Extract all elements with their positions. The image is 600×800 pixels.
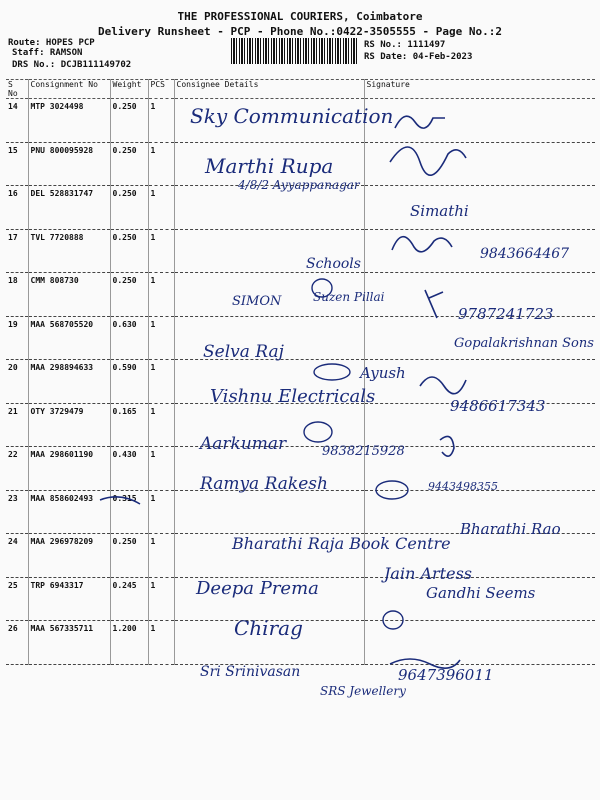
pcs-cell: 1 xyxy=(148,534,174,578)
sno-cell: 15 xyxy=(6,142,28,186)
handwritten-note: Deepa Prema xyxy=(196,578,319,599)
pcs-cell: 1 xyxy=(148,447,174,491)
handwritten-note: Marthi Rupa xyxy=(205,154,334,178)
weight-cell: 0.315 xyxy=(110,490,148,534)
handwritten-note: Sri Srinivasan xyxy=(200,664,301,680)
signature-cell xyxy=(364,99,595,143)
table-row xyxy=(6,186,595,230)
handwritten-note: Bharathi Raja Book Centre xyxy=(232,534,451,553)
col-weight: Weight xyxy=(110,80,148,99)
signature-cell xyxy=(364,142,595,186)
consignee-cell xyxy=(174,186,364,230)
drs-number: DRS No.: DCJB111149702 xyxy=(12,60,132,70)
consignment-cell: MTP 3024498 xyxy=(28,99,110,143)
weight-cell: 0.250 xyxy=(110,229,148,273)
col-signature: Signature xyxy=(364,80,595,99)
pcs-cell: 1 xyxy=(148,99,174,143)
handwritten-note: Gopalakrishnan Sons xyxy=(454,336,594,351)
rs-date: RS Date: 04-Feb-2023 xyxy=(364,52,473,62)
weight-cell: 0.250 xyxy=(110,273,148,317)
signature-cell xyxy=(364,186,595,230)
consignment-cell: DEL 528831747 xyxy=(28,186,110,230)
sno-cell: 26 xyxy=(6,621,28,665)
handwritten-note: Suzen Pillai xyxy=(313,290,385,304)
pcs-cell: 1 xyxy=(148,229,174,273)
sno-cell: 24 xyxy=(6,534,28,578)
consignment-cell: TVL 7720888 xyxy=(28,229,110,273)
consignment-cell: MAA 858602493 xyxy=(28,490,110,534)
handwritten-note: Aarkumar xyxy=(200,434,287,454)
handwritten-note: Sky Communication xyxy=(190,104,394,128)
sno-cell: 22 xyxy=(6,447,28,491)
col-consignment: Consignment No xyxy=(28,80,110,99)
weight-cell: 0.430 xyxy=(110,447,148,491)
consignment-cell: MAA 298894633 xyxy=(28,360,110,404)
handwritten-note: 9647396011 xyxy=(398,666,494,684)
weight-cell: 0.590 xyxy=(110,360,148,404)
handwritten-note: 4/8/2 Ayyappanagar xyxy=(238,178,360,192)
handwritten-note: Bharathi Rao xyxy=(460,520,561,538)
pcs-cell: 1 xyxy=(148,490,174,534)
pcs-cell: 1 xyxy=(148,403,174,447)
sno-cell: 23 xyxy=(6,490,28,534)
weight-cell: 0.245 xyxy=(110,577,148,621)
weight-cell: 0.250 xyxy=(110,534,148,578)
weight-cell: 0.630 xyxy=(110,316,148,360)
col-pcs: PCS xyxy=(148,80,174,99)
handwritten-note: Selva Raj xyxy=(203,342,284,362)
consignment-cell: OTY 3729479 xyxy=(28,403,110,447)
handwritten-note: SRS Jewellery xyxy=(320,684,406,698)
handwritten-note: Simathi xyxy=(410,202,469,220)
sno-cell: 25 xyxy=(6,577,28,621)
col-consignee: Consignee Details xyxy=(174,80,364,99)
handwritten-note: Jain Artess xyxy=(384,564,472,583)
handwritten-note: SIMON xyxy=(232,294,282,309)
col-sno: S No xyxy=(6,80,28,99)
consignment-cell: MAA 568705520 xyxy=(28,316,110,360)
runsheet-subtitle: Delivery Runsheet - PCP - Phone No.:0422-3505555 - Page No.:2 xyxy=(98,25,502,38)
staff-label: Staff: RAMSON xyxy=(12,48,83,58)
weight-cell: 0.250 xyxy=(110,142,148,186)
handwritten-note: 9838215928 xyxy=(322,444,405,459)
handwritten-note: Ramya Rakesh xyxy=(200,474,328,494)
consignment-cell: PNU 800095928 xyxy=(28,142,110,186)
sno-cell: 18 xyxy=(6,273,28,317)
table-header-row xyxy=(6,80,595,99)
consignment-cell: MAA 296978209 xyxy=(28,534,110,578)
barcode xyxy=(231,38,359,64)
handwritten-note: Ayush xyxy=(360,364,406,382)
sno-cell: 17 xyxy=(6,229,28,273)
handwritten-note: 9443498355 xyxy=(428,480,498,493)
consignment-cell: CMM 808730 xyxy=(28,273,110,317)
consignment-cell: MAA 567335711 xyxy=(28,621,110,665)
sno-cell: 20 xyxy=(6,360,28,404)
weight-cell: 1.200 xyxy=(110,621,148,665)
weight-cell: 0.250 xyxy=(110,99,148,143)
weight-cell: 0.250 xyxy=(110,186,148,230)
handwritten-note: Schools xyxy=(306,256,361,272)
signature-cell xyxy=(364,621,595,665)
weight-cell: 0.165 xyxy=(110,403,148,447)
pcs-cell: 1 xyxy=(148,577,174,621)
handwritten-note: 9843664467 xyxy=(480,246,570,262)
handwritten-note: 9486617343 xyxy=(450,397,546,415)
sno-cell: 21 xyxy=(6,403,28,447)
pcs-cell: 1 xyxy=(148,186,174,230)
sno-cell: 14 xyxy=(6,99,28,143)
handwritten-note: Gandhi Seems xyxy=(426,584,536,602)
sno-cell: 19 xyxy=(6,316,28,360)
handwritten-note: Chirag xyxy=(234,616,303,640)
pcs-cell: 1 xyxy=(148,273,174,317)
sno-cell: 16 xyxy=(6,186,28,230)
pcs-cell: 1 xyxy=(148,142,174,186)
route-label: Route: HOPES PCP xyxy=(8,38,95,48)
consignment-cell: TRP 6943317 xyxy=(28,577,110,621)
runsheet-title: THE PROFESSIONAL COURIERS, Coimbatore xyxy=(177,10,423,23)
pcs-cell: 1 xyxy=(148,360,174,404)
handwritten-note: Vishnu Electricals xyxy=(210,386,376,407)
rs-number: RS No.: 1111497 xyxy=(364,40,446,50)
consignment-cell: MAA 298601190 xyxy=(28,447,110,491)
pcs-cell: 1 xyxy=(148,621,174,665)
pcs-cell: 1 xyxy=(148,316,174,360)
consignee-cell xyxy=(174,490,364,534)
handwritten-note: 9787241723 xyxy=(458,305,554,323)
